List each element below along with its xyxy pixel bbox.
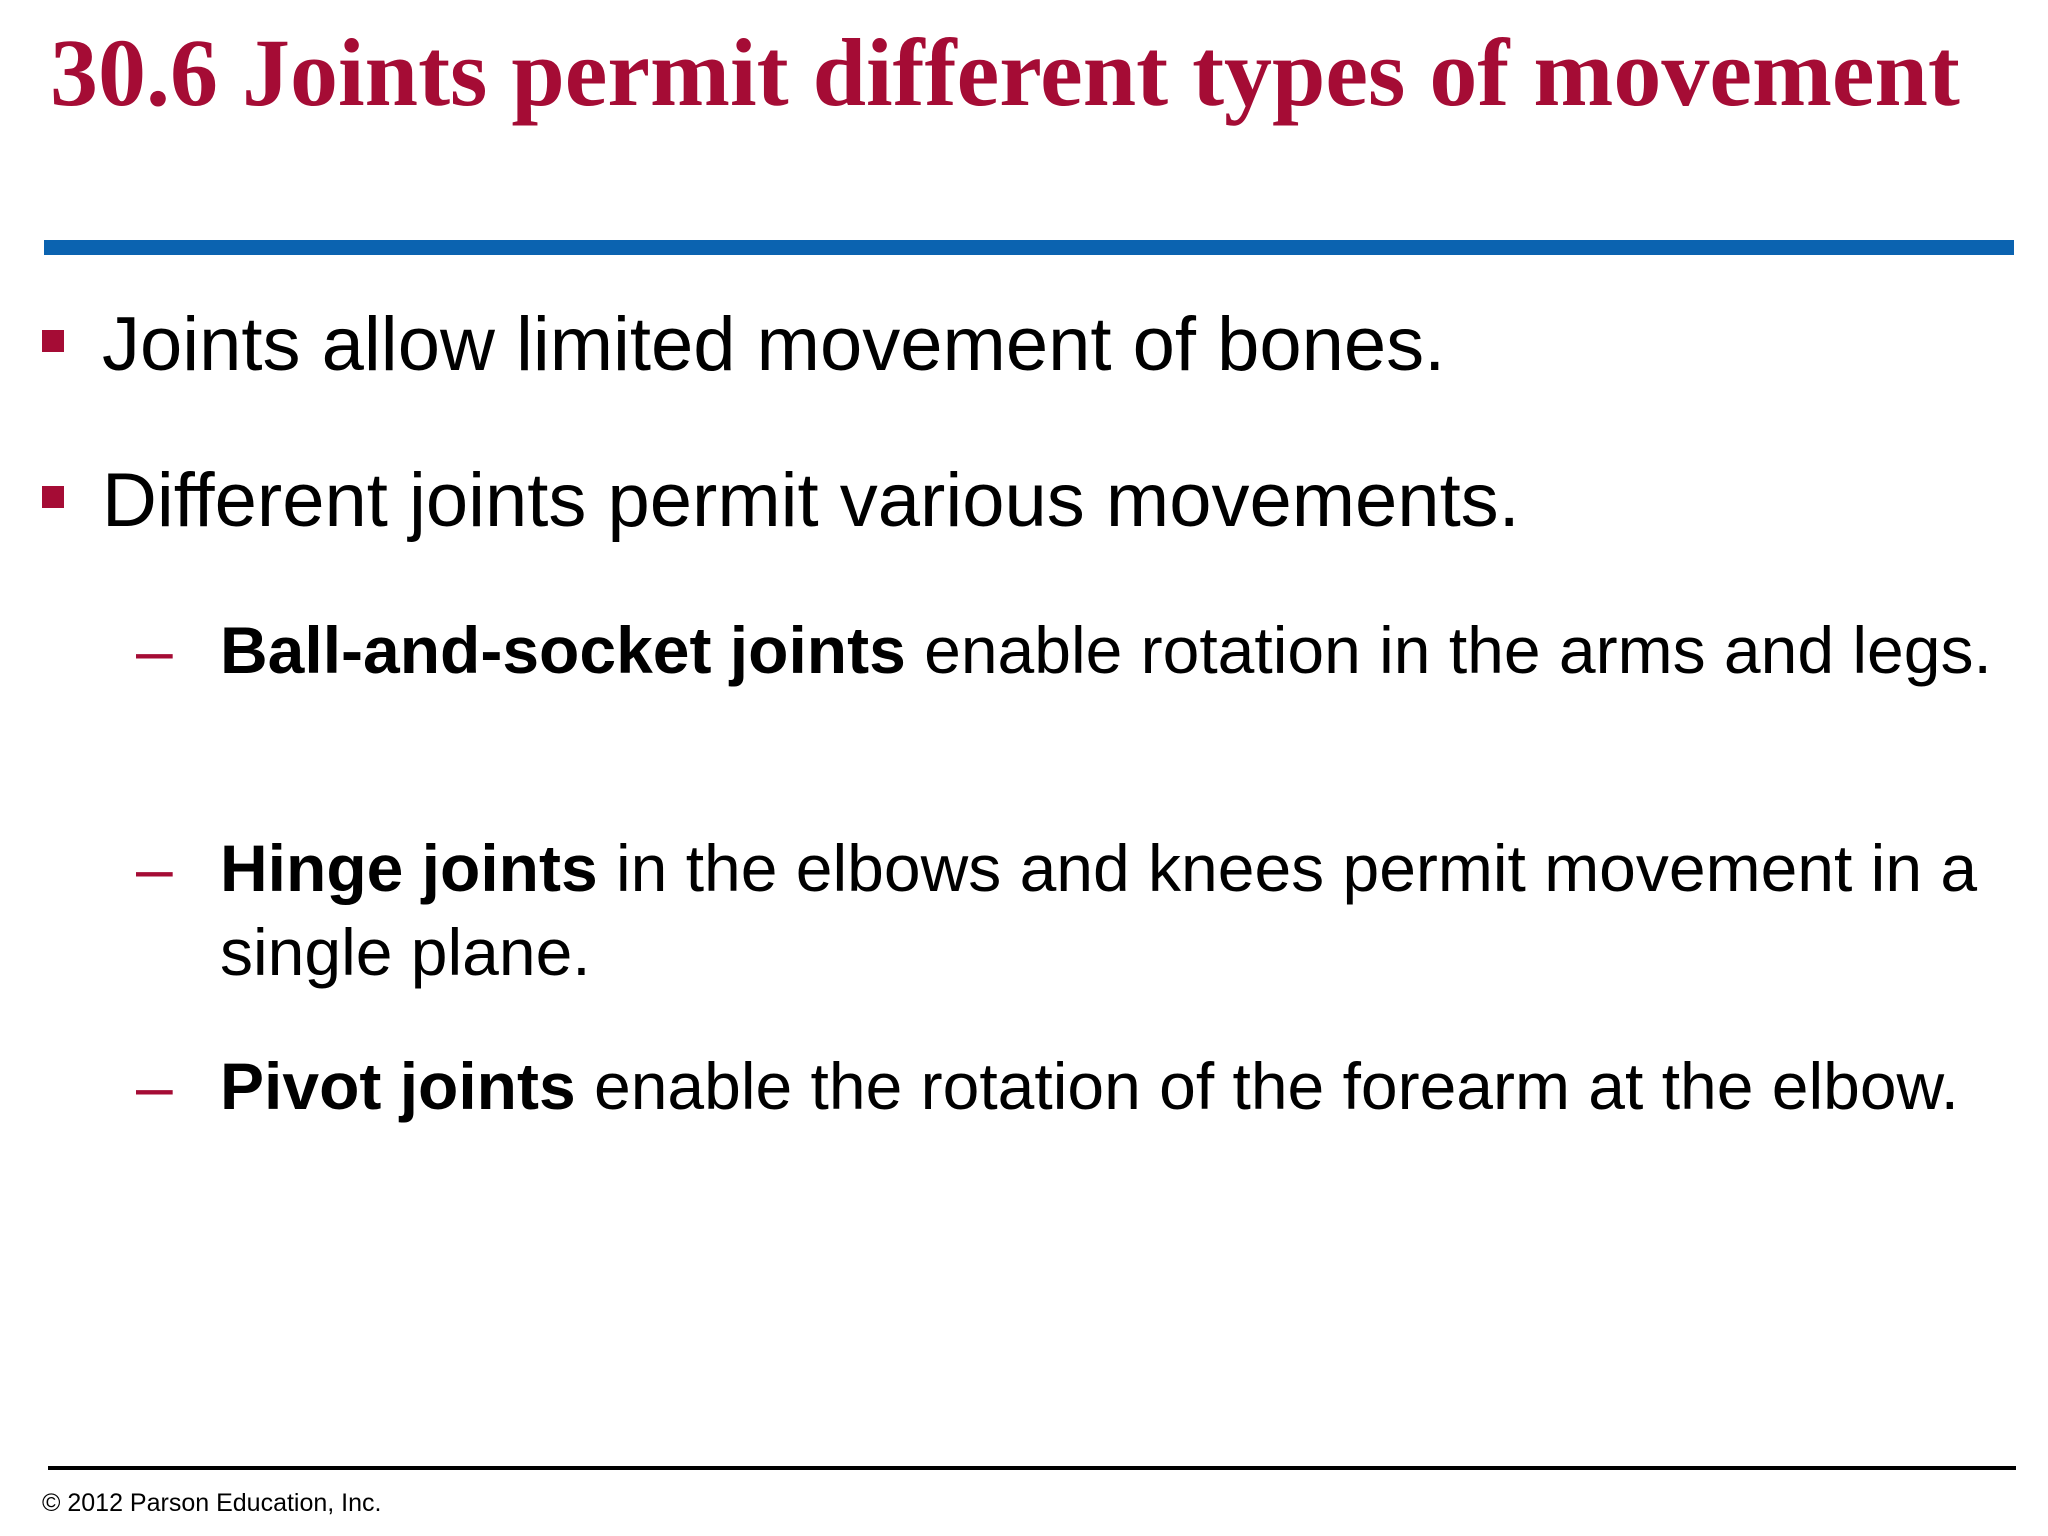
square-bullet-icon	[42, 330, 64, 352]
bullet-text: Different joints permit various movements.	[102, 458, 1520, 543]
dash-bullet-icon: –	[136, 1049, 173, 1123]
square-bullet-icon	[42, 486, 64, 508]
sub-bullet-term: Hinge joints	[220, 831, 598, 905]
dash-bullet-icon: –	[136, 613, 173, 687]
sub-bullet-text	[220, 826, 2048, 994]
sub-bullet-description: enable the rotation of the forearm at the elbow.	[575, 1049, 1959, 1123]
sub-bullet-term: Pivot joints	[220, 1049, 576, 1123]
sub-bullet-text	[220, 608, 2048, 692]
sub-bullet-description: enable rotation in the arms and legs.	[905, 613, 1992, 687]
title-divider	[44, 240, 2014, 255]
slide-title: 30.6 Joints permit different types of movement	[50, 19, 1960, 126]
sub-bullet-term: Ball-and-socket joints	[220, 613, 906, 687]
copyright-notice: © 2012 Parson Education, Inc.	[42, 1489, 382, 1517]
sub-bullet-text	[220, 1044, 2048, 1128]
sub-bullet-description: in the elbows and knees permit movement in a single plane.	[220, 831, 1978, 989]
dash-bullet-icon: –	[136, 831, 173, 905]
bullet-text: Joints allow limited movement of bones.	[102, 302, 1446, 387]
footer-divider	[48, 1466, 2016, 1470]
